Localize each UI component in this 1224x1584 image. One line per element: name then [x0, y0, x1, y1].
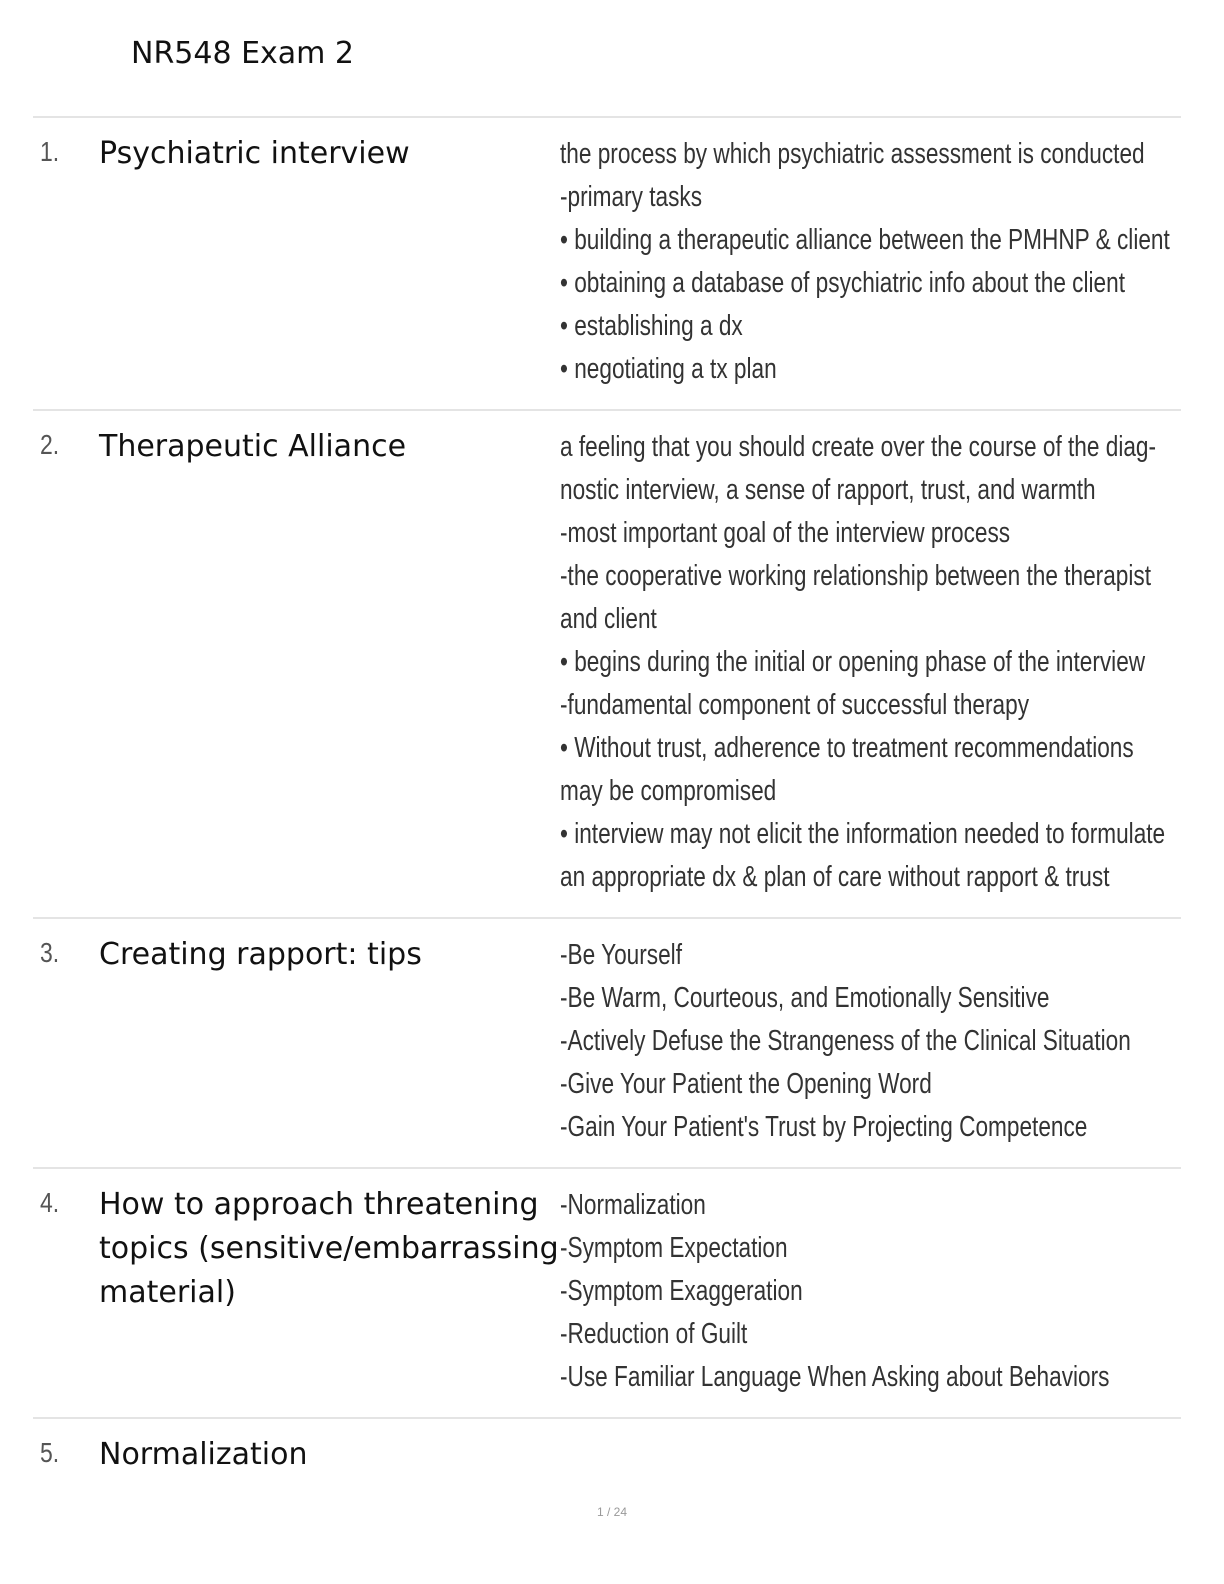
- flashcard-list: [33, 116, 1181, 1504]
- flashcard-row: [33, 1419, 1181, 1504]
- definition-line: -Actively Defuse the Strangeness of the Clinical Situation: [560, 1025, 1131, 1057]
- definition-line: -Use Familiar Language When Asking about Behaviors: [560, 1361, 1110, 1393]
- flashcard-row: [33, 411, 1181, 919]
- flashcard-row: [33, 1169, 1181, 1419]
- definition-line: an appropriate dx & plan of care without rapport & trust: [560, 861, 1110, 893]
- definition-line: -the cooperative working relationship between the therapist: [560, 560, 1151, 592]
- definition-line: -Symptom Exaggeration: [560, 1275, 803, 1307]
- flashcard-row: [33, 919, 1181, 1169]
- definition-line: -Symptom Expectation: [560, 1232, 788, 1264]
- card-definition: [560, 118, 1200, 409]
- definition-line: -Be Yourself: [560, 939, 682, 971]
- definition-line: may be compromised: [560, 775, 777, 807]
- card-term: Normalization: [99, 1437, 308, 1472]
- card-term: Psychiatric interview: [99, 136, 410, 171]
- definition-line: a feeling that you should create over the course of the diag-: [560, 431, 1157, 463]
- definition-line: • interview may not elicit the information needed to formulate: [560, 818, 1166, 850]
- definition-line: -most important goal of the interview process: [560, 517, 1011, 549]
- definition-line: • Without trust, adherence to treatment recommendations: [560, 732, 1134, 764]
- card-definition: [560, 919, 1200, 1167]
- definition-line: • building a therapeutic alliance between the PMHNP & client: [560, 224, 1170, 256]
- definition-line: -Gain Your Patient's Trust by Projecting Competence: [560, 1111, 1088, 1143]
- definition-line: • obtaining a database of psychiatric info about the client: [560, 267, 1126, 299]
- definition-line: • negotiating a tx plan: [560, 353, 777, 385]
- card-definition: [560, 411, 1200, 917]
- card-number: 5.: [40, 1437, 60, 1468]
- definition-line: nostic interview, a sense of rapport, trust, and warmth: [560, 474, 1096, 506]
- definition-line: • establishing a dx: [560, 310, 743, 342]
- card-term: Therapeutic Alliance: [99, 429, 407, 464]
- definition-line: • begins during the initial or opening phase of the interview: [560, 646, 1146, 678]
- card-definition: [560, 1169, 1200, 1417]
- flashcard-row: [33, 118, 1181, 411]
- definition-line: -primary tasks: [560, 181, 703, 213]
- document-title: NR548 Exam 2: [131, 36, 355, 71]
- card-number: 1.: [40, 136, 60, 167]
- definition-line: -Be Warm, Courteous, and Emotionally Sensitive: [560, 982, 1050, 1014]
- card-term: How to approach threatening topics (sensitive/embarrassing material): [99, 1187, 559, 1310]
- definition-line: -Normalization: [560, 1189, 706, 1221]
- card-number: 4.: [40, 1187, 60, 1218]
- definition-line: -Give Your Patient the Opening Word: [560, 1068, 932, 1100]
- definition-line: -fundamental component of successful therapy: [560, 689, 1030, 721]
- card-number: 3.: [40, 937, 60, 968]
- page-indicator: 1 / 24: [596, 1505, 628, 1519]
- card-term: Creating rapport: tips: [99, 937, 422, 972]
- definition-line: the process by which psychiatric assessment is conducted: [560, 138, 1145, 170]
- definition-line: and client: [560, 603, 657, 635]
- definition-line: -Reduction of Guilt: [560, 1318, 748, 1350]
- card-number: 2.: [40, 429, 60, 460]
